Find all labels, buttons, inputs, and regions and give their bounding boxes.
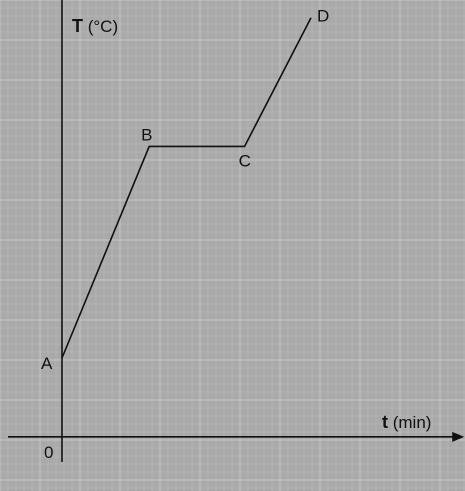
x-axis-variable: t [382, 412, 388, 432]
x-axis-label [382, 412, 431, 432]
point-label-b: B [141, 125, 153, 145]
point-label-c: C [238, 151, 251, 171]
point-label-a: A [41, 354, 53, 373]
x-axis-unit: (min) [388, 413, 432, 432]
y-axis-unit: (°C) [83, 17, 119, 36]
series-line [62, 18, 311, 358]
point-label-d: D [317, 6, 330, 26]
y-axis [57, 0, 67, 462]
origin-label: 0 [44, 443, 54, 462]
y-axis-label [72, 16, 118, 36]
y-axis-variable: T [72, 16, 83, 36]
point-labels [41, 7, 329, 373]
